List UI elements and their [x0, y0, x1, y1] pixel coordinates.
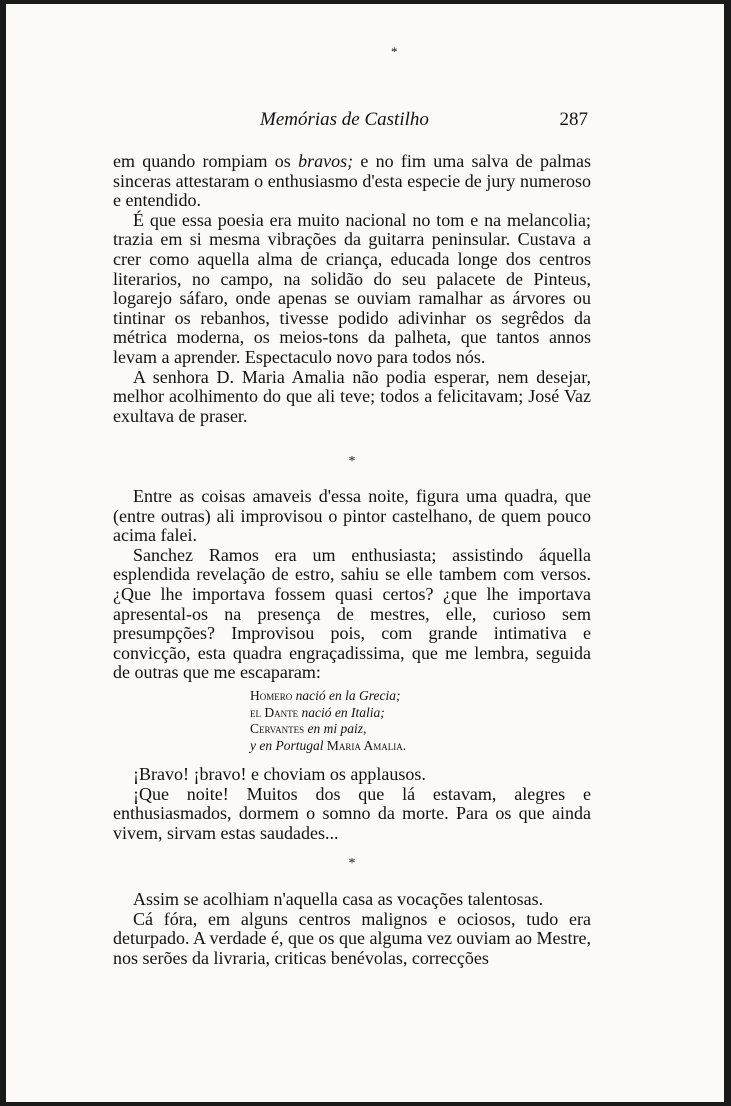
paragraph-3: A senhora D. Maria Amalia não podia esperar, nem desejar, melhor acolhimento do que ali teve; todos a felicitavam; José Vaz exultava de praser. [113, 366, 591, 426]
verse-line-3 [250, 721, 406, 738]
text-block-1 [113, 152, 591, 426]
paragraph-6: ¡Bravo! ¡bravo! e choviam os applausos. [133, 764, 426, 784]
paragraph-8: Assim se acolhiam n'aquella casa as vocações talentosas. [133, 889, 544, 909]
book-page [6, 4, 724, 1102]
page-header [118, 109, 588, 133]
paragraph-1-italic: bravos; [298, 151, 354, 171]
verse-line-4-name: Maria Amalia. [326, 737, 407, 753]
verse-line-4-text: y en Portugal [250, 737, 327, 753]
text-block-3 [113, 765, 591, 843]
verse-line-2-text: nació en Italia; [298, 704, 385, 720]
text-block-2 [113, 487, 591, 683]
paragraph-9: Cá fóra, em alguns centros malignos e ociosos, tudo era deturpado. A verdade é, que os que alguma vez ouviam ao Mestre, nos serões da livraria, criticas benévolas, correcções [113, 908, 591, 968]
paragraph-4: Entre as coisas amaveis d'essa noite, figura uma quadra, que (entre outras) ali improvisou o pintor castelhano, de quem pouco acima falei. [113, 486, 591, 546]
paragraph-1 [113, 152, 591, 211]
verse-quatrain [250, 688, 406, 754]
paragraph-7: ¡Que noite! Muitos dos que lá estavam, alegres e enthusiasmados, dormem o somno da morte. Para os que ainda vivem, sirvam estas saudades... [113, 783, 591, 843]
paragraph-5: Sanchez Ramos era um enthusiasta; assistindo áquella esplendida revelação de estro, sahiu se elle tambem com versos. ¿Que lhe importava fossem quasi certos? ¿que lhe importava apresental-os na presença de mestres, elle, curioso sem presumpções? Improvisou pois, com grande intimativa e convicção, esta quadra engraçadissima, que me lembra, seguida de outras que me escaparam: [113, 544, 591, 683]
verse-line-3-name: Cervantes [250, 721, 305, 736]
text-block-4 [113, 890, 591, 968]
running-title: Memórias de Castilho [260, 109, 429, 130]
verse-line-3-text: en mi paiz, [304, 721, 367, 736]
paragraph-1-text-c: e no fim uma salva de palmas sinceras attestaram o enthusiasmo d'esta especie de jury numeroso e entendido. [113, 151, 591, 211]
paragraph-2: É que essa poesia era muito nacional no tom e na melancolia; trazia em si mesma vibrações da guitarra peninsular. Custava a crer como aquella alma de criança, educada longe dos centros literarios, no campo, na solidão do seu palacete de Pinteus, logarejo sáfaro, onde apenas se ouviam ramalhar as árvores ou tintinar os rebanhos, tivesse podido adivinhar os segrêdos da métrica moderna, os meios-tons da palheta, que tantos annos levam a aprender. Espectaculo novo para todos nós. [113, 209, 591, 367]
section-separator-1: * [348, 454, 356, 469]
verse-line-2 [250, 705, 406, 722]
top-ornament: * [391, 44, 398, 59]
verse-line-1-name: Homero [250, 688, 293, 703]
verse-line-4 [250, 738, 406, 755]
section-separator-2: * [348, 856, 356, 871]
paragraph-1-text-a: em quando rompiam os [113, 151, 299, 171]
verse-line-1-text: nació en la Grecia; [292, 688, 401, 703]
verse-line-1 [250, 688, 406, 705]
verse-line-2-name: el Dante [250, 704, 299, 720]
page-number: 287 [559, 109, 588, 130]
